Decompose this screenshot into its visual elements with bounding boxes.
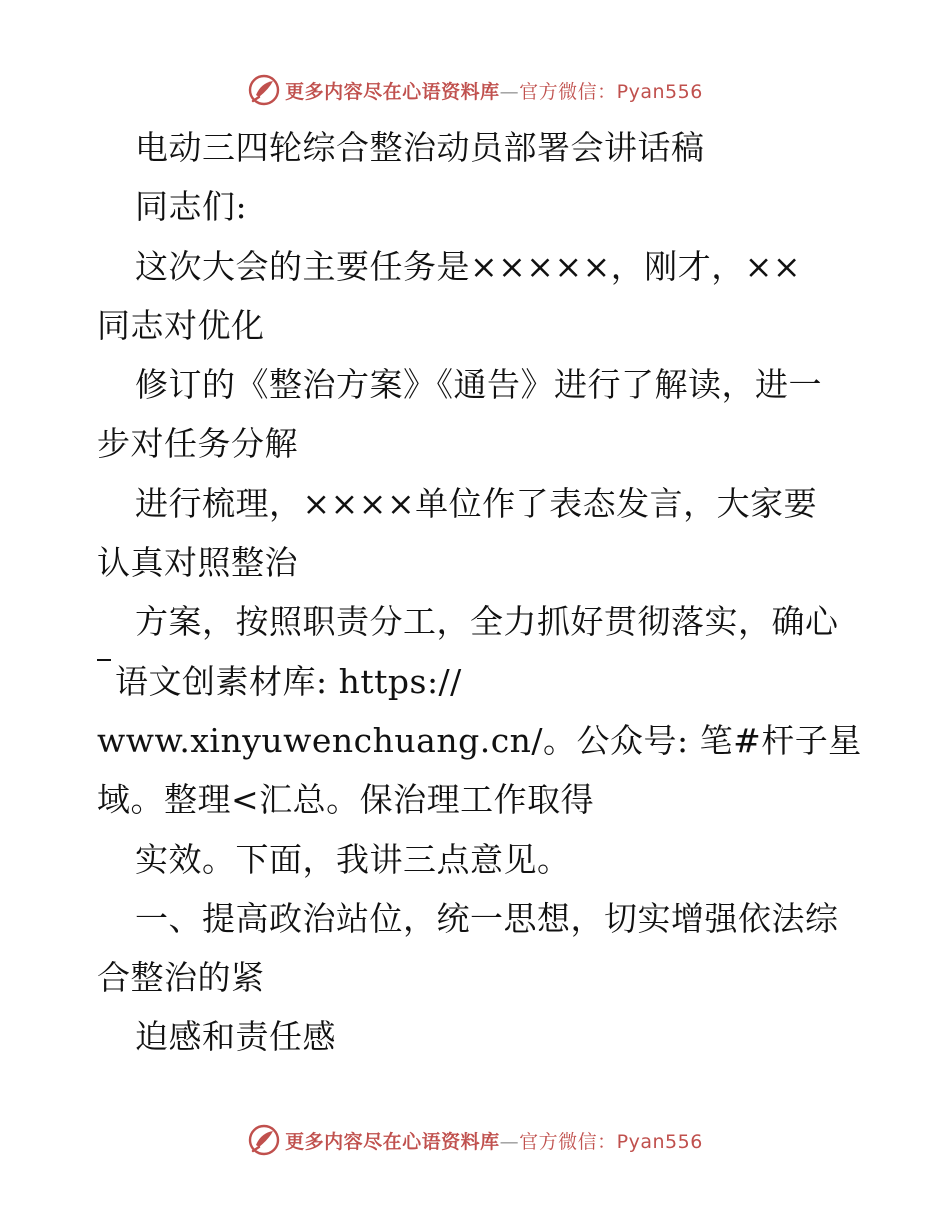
paragraph-line: 域。整理<汇总。保治理工作取得	[97, 780, 595, 820]
banner-title: 更多内容尽在心语资料库	[285, 1130, 500, 1153]
banner-wechat: 官方微信：Pyan556	[519, 1130, 703, 1153]
paragraph-line-marked	[97, 652, 857, 711]
paragraph-line: www.xinyuwenchuang.cn/。公众号: 笔#杆子星	[97, 720, 862, 760]
footer-banner	[0, 1120, 950, 1160]
section-heading-cont: 合整治的紧	[97, 958, 265, 998]
section-heading: 一、提高政治站位，统一思想，切实增强依法综	[135, 898, 839, 938]
paragraph-line: 这次大会的主要任务是×××××，刚才，××	[135, 246, 802, 286]
document-title: 电动三四轮综合整治动员部署会讲话稿	[135, 128, 705, 167]
banner-title: 更多内容尽在心语资料库	[285, 80, 500, 103]
paragraph-line: 实效。下面，我讲三点意见。	[135, 839, 571, 879]
section-heading-cont: 迫感和责任感	[135, 1017, 336, 1057]
paragraph-line: 同志对优化	[97, 305, 265, 345]
paragraph-line: 进行梳理，××××单位作了表态发言，大家要	[135, 483, 818, 523]
paragraph-line: 步对任务分解	[97, 424, 298, 464]
paragraph-line: 同志们:	[135, 187, 248, 227]
paragraph-line: 修订的《整治方案》《通告》进行了解读，进一	[135, 365, 822, 405]
document-body	[97, 118, 862, 1067]
paragraph-line-text: 语文创素材库: https://	[115, 661, 462, 701]
banner-separator: —	[499, 80, 520, 103]
paragraph-line: 认真对照整治	[97, 543, 298, 583]
banner-wechat: 官方微信：Pyan556	[519, 80, 703, 103]
banner-separator: —	[499, 1130, 520, 1153]
pen-logo-icon	[247, 73, 281, 107]
paragraph-line: 方案，按照职责分工，全力抓好贯彻落实，确心	[135, 602, 839, 642]
pen-logo-icon	[247, 1123, 281, 1157]
corner-mark	[97, 659, 111, 685]
header-banner	[0, 70, 950, 110]
